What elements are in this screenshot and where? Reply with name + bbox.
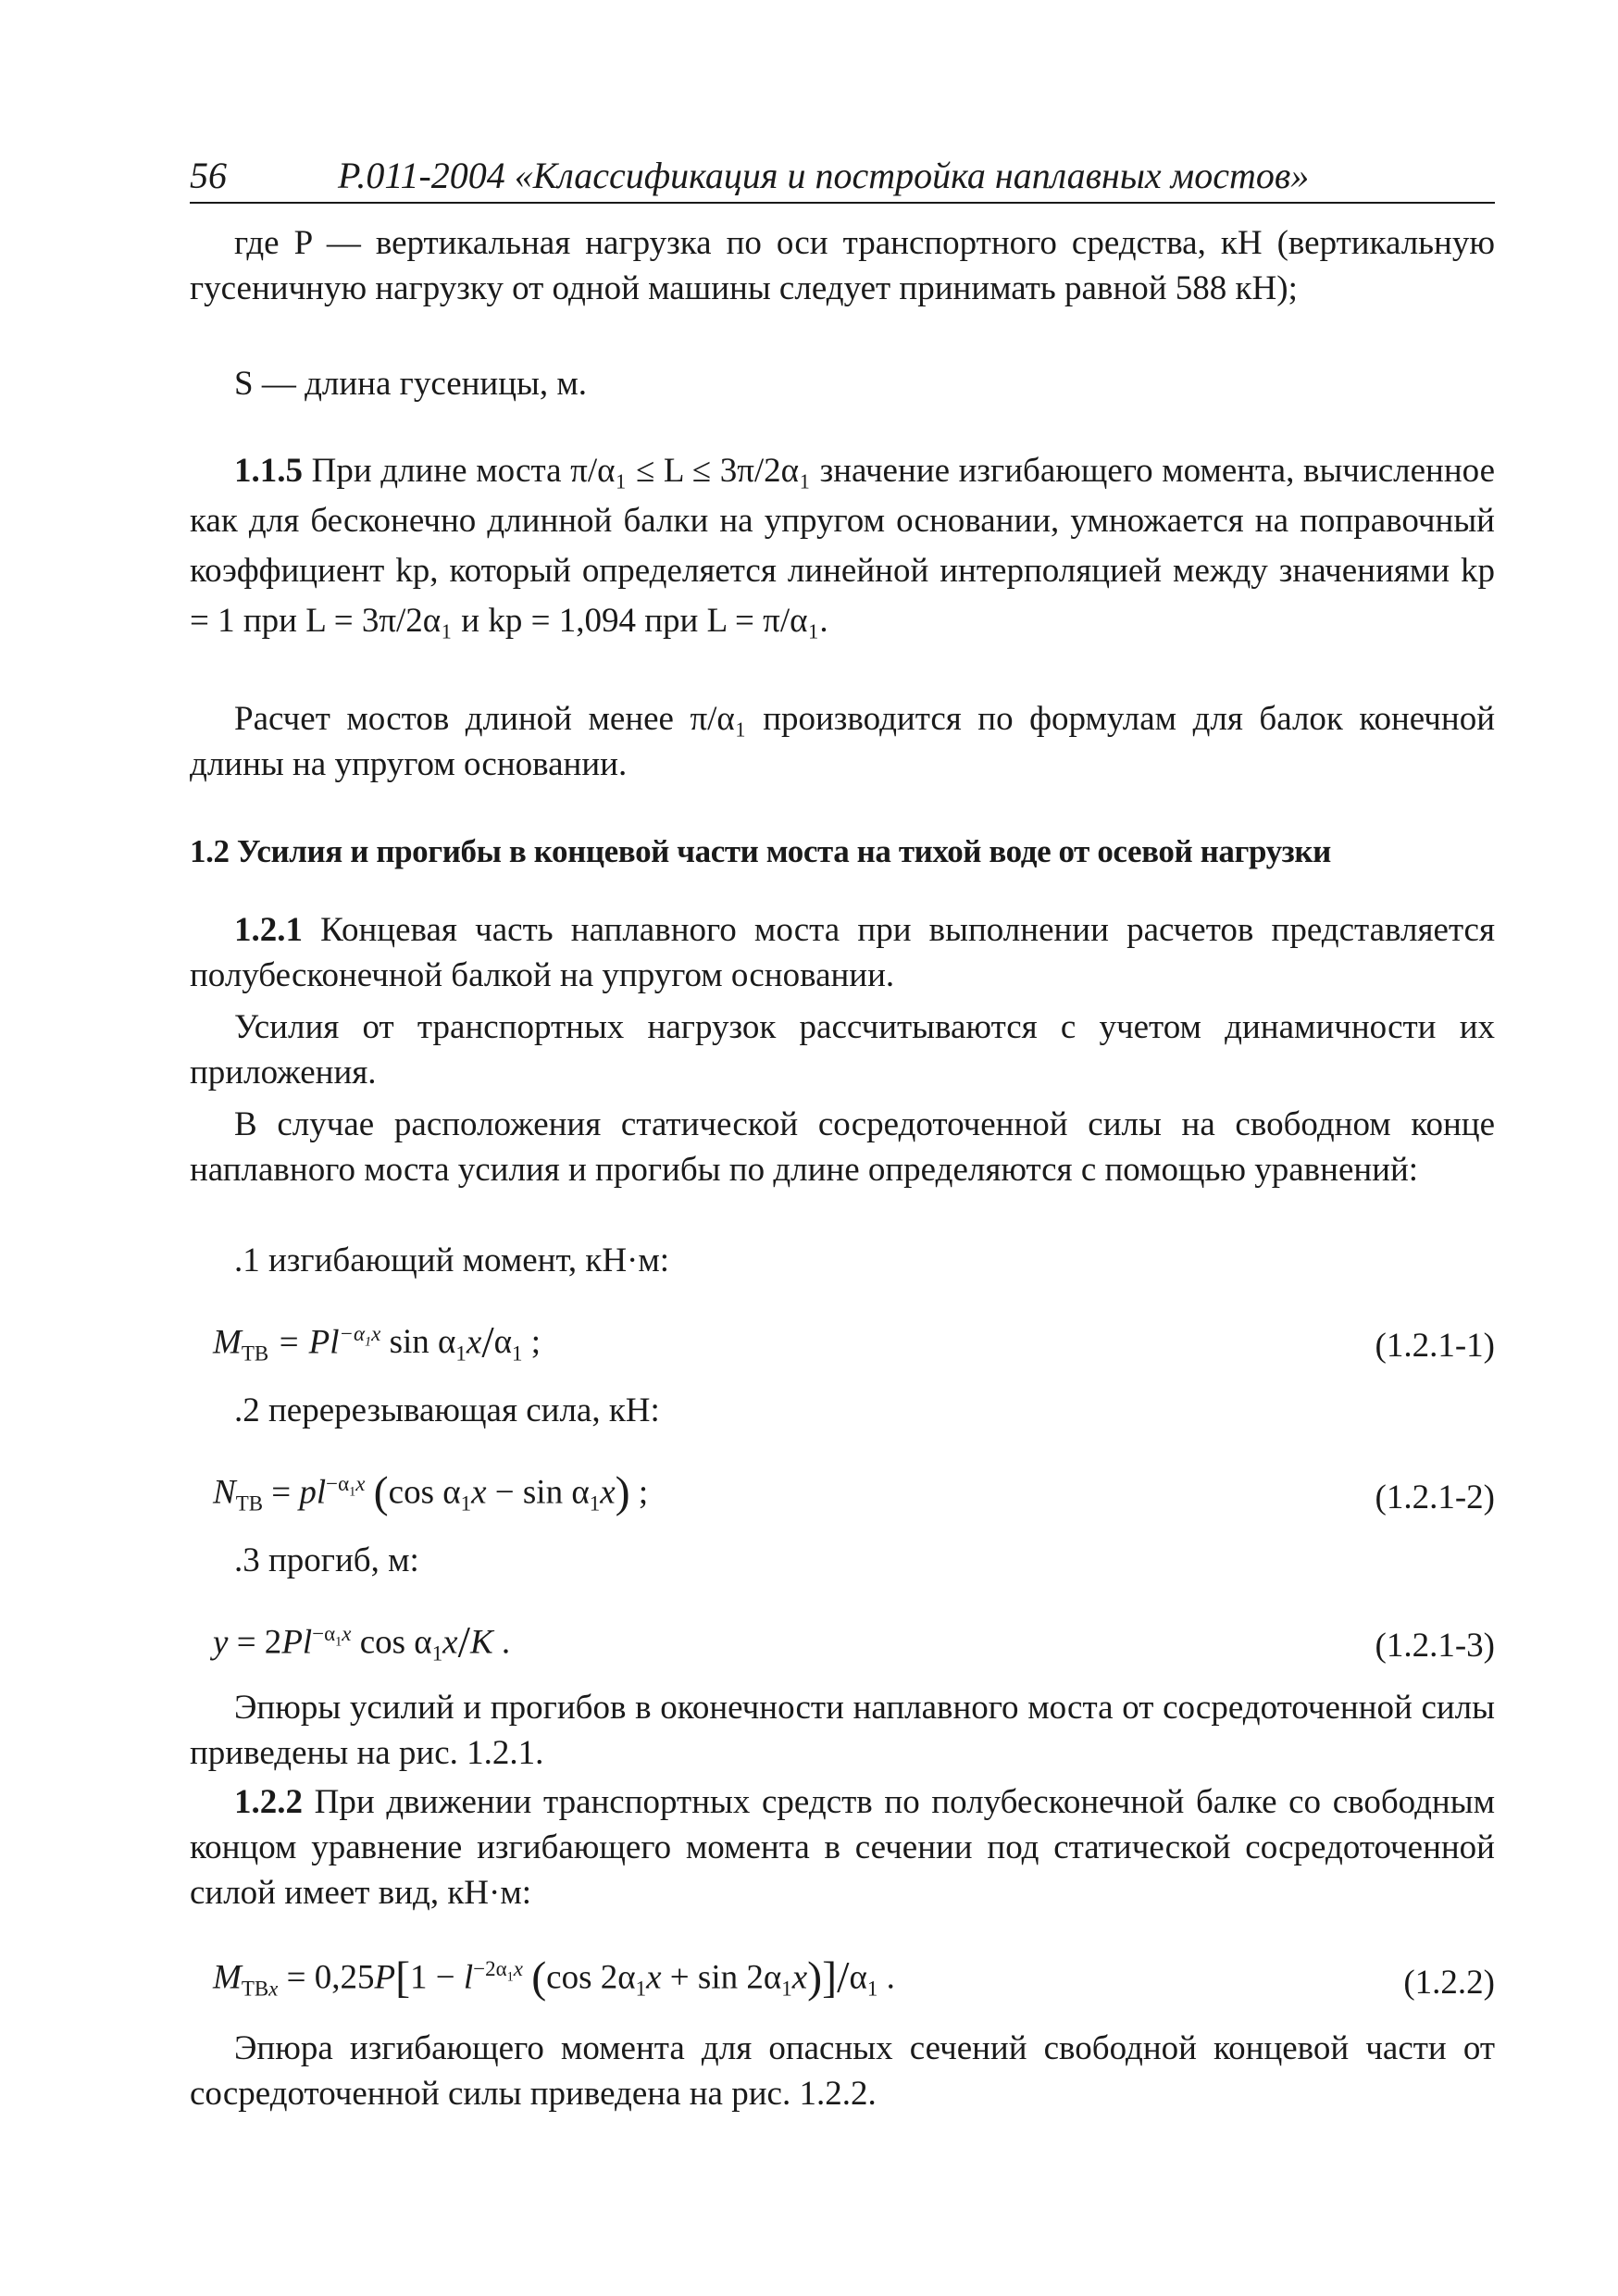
item-deflection: .3 прогиб, м:	[234, 1541, 419, 1579]
clause-number: 1.2.2	[234, 1783, 303, 1821]
paragraph-static-force: В случае расположения статической сосредоточенной силы на свободном конце наплавного моста усилия и прогибы по длине определяются с помощью уравнений:	[190, 1105, 1495, 1189]
paragraph-dynamics: Усилия от транспортных нагрузок рассчитываются с учетом динамичности их приложения.	[190, 1008, 1495, 1092]
item-bending-moment: .1 изгибающий момент, кН·м:	[234, 1242, 670, 1279]
equation-number: (1.2.2)	[1403, 1964, 1495, 2002]
paragraph-moment-diagram: Эпюра изгибающего момента для опасных сечений свободной концевой части от сосредоточенной силы приведена на рис. 1.2.2.	[190, 2029, 1495, 2113]
equation-number: (1.2.1-3)	[1375, 1627, 1495, 1665]
equation-1-2-1-3: $y = 2Pl^{-\alpha_1x}$ $\cos \alpha_1x/K$ .	[213, 1617, 511, 1667]
paragraph-1-1-5: 1.1.5 При длине моста π/α₁ ≤ L ≤ 3π/2α₁ значение изгибающего момента, вычисленное как для бесконечно длинной балки на упругом основании, умножается на поправочный коэффициент kр, который определяется линейной интерполяцией между значениями kр = 1 при L = 3π/2α₁ и kр = 1,094 при L = π/α₁.	[190, 452, 1495, 640]
clause-number: 1.2.1	[234, 911, 303, 949]
equation-1-2-1-1: $M_{ТВ} = Pl^{-\alpha_1x}$ $\sin \alpha_1x/\alpha_1$ ;	[213, 1317, 541, 1367]
running-title: Р.011-2004 «Классификация и постройка наплавных мостов»	[338, 155, 1310, 196]
equation-number: (1.2.1-1)	[1375, 1327, 1495, 1365]
page-number: 56	[190, 155, 227, 196]
running-header	[190, 148, 1495, 204]
paragraph-where-s: S — длина гусеницы, м.	[234, 365, 588, 403]
equation-1-2-2: $M_{ТВx} = 0,25P[1 - l^{-2\alpha_1x}$ (cos $2\alpha_1x + \sin 2\alpha_1x)]/\alpha_1$ .	[213, 1953, 895, 2003]
equation-number: (1.2.1-2)	[1375, 1479, 1495, 1516]
paragraph-1-2-2: 1.2.2 При движении транспортных средств по полубесконечной балке со свободным концом уравнение изгибающего момента в сечении под статической сосредоточенной силой имеет вид, кН·м:	[190, 1783, 1496, 1912]
item-shear-force: .2 перерезывающая сила, кН:	[234, 1391, 660, 1429]
clause-number: 1.1.5	[234, 452, 303, 490]
paragraph-1-2-1: 1.2.1 Концевая часть наплавного моста при выполнении расчетов представляется полубесконечной балкой на упругом основании.	[190, 911, 1495, 994]
equation-1-2-1-2: $N_{ТВ} = pl^{-\alpha_1x}$ (cos $\alpha_1x - \sin \alpha_1x$) ;	[213, 1467, 649, 1517]
paragraph-short-bridges: Расчет мостов длиной менее π/α₁ производится по формулам для балок конечной длины на упругом основании.	[190, 700, 1495, 783]
section-heading: 1.2 Усилия и прогибы в концевой части моста на тихой воде от осевой нагрузки	[190, 833, 1331, 869]
paragraph-where-p: где P — вертикальная нагрузка по оси транспортного средства, кН (вертикальную гусеничную нагрузку от одной машины следует принимать равной 588 кН);	[190, 224, 1495, 307]
paragraph-diagrams: Эпюры усилий и прогибов в оконечности наплавного моста от сосредоточенной силы приведены на рис. 1.2.1.	[190, 1689, 1495, 1772]
